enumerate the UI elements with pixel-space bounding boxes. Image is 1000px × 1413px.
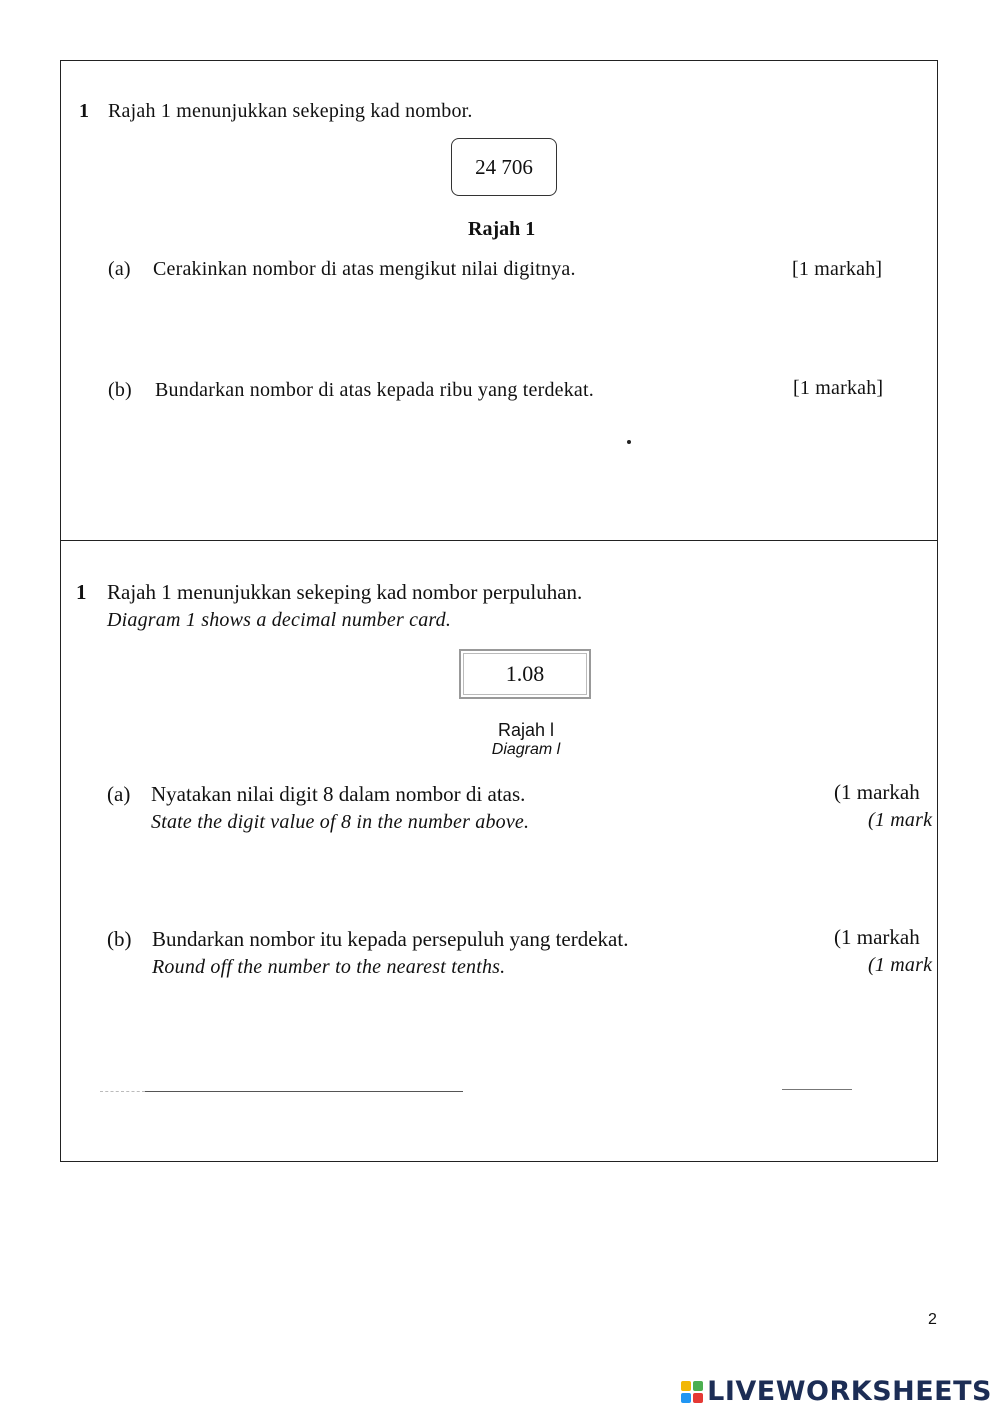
figure-caption: Rajah 1 [468, 218, 536, 240]
question-text-2: Rajah 1 menunjukkan sekeping kad nombor perpuluhan. [107, 580, 583, 604]
section-divider [60, 540, 938, 541]
page-number: 2 [928, 1311, 937, 1328]
liveworksheets-logo[interactable] [681, 1376, 992, 1407]
answer-line [145, 1091, 463, 1092]
answer-line-faint [100, 1091, 145, 1092]
part-a-label: (a) [108, 258, 131, 280]
part-a-marks-2: (1 markah [834, 780, 920, 804]
number-card [451, 138, 557, 196]
brand-text: LIVEWORKSHEETS [707, 1376, 992, 1407]
part-b-text-2-en: Round off the number to the nearest tenths. [152, 956, 506, 978]
part-b-marks: [1 markah] [793, 377, 884, 399]
question-text-2-en: Diagram 1 shows a decimal number card. [107, 609, 452, 631]
part-a-text-2-en: State the digit value of 8 in the number above. [151, 811, 530, 833]
part-a-label-2: (a) [107, 782, 131, 806]
decimal-number-card [459, 649, 591, 699]
part-a-marks: [1 markah] [792, 258, 883, 280]
figure-caption-2: Rajah l [497, 720, 555, 740]
card-value: 24 706 [475, 154, 533, 179]
part-b-marks-2: (1 markah [834, 925, 920, 949]
part-a-text: Cerakinkan nombor di atas mengikut nilai digitnya. [153, 258, 576, 280]
question-number-2: 1 [76, 580, 87, 604]
answer-line-right [782, 1089, 852, 1090]
ink-speck [627, 440, 631, 444]
part-b-marks-2-en: (1 mark [868, 954, 933, 976]
part-b-label: (b) [108, 379, 132, 401]
part-b-text: Bundarkan nombor di atas kepada ribu yang terdekat. [155, 379, 594, 401]
part-a-marks-2-en: (1 mark [868, 809, 933, 831]
part-b-label-2: (b) [107, 927, 132, 951]
brand-icon [681, 1381, 703, 1403]
part-b-text-2: Bundarkan nombor itu kepada persepuluh yang terdekat. [152, 927, 629, 951]
question-text: Rajah 1 menunjukkan sekeping kad nombor. [108, 100, 473, 122]
part-a-text-2: Nyatakan nilai digit 8 dalam nombor di atas. [151, 782, 526, 806]
figure-caption-2-en: Diagram l [491, 741, 561, 758]
question-number: 1 [79, 100, 90, 122]
card-value-2: 1.08 [505, 661, 545, 686]
